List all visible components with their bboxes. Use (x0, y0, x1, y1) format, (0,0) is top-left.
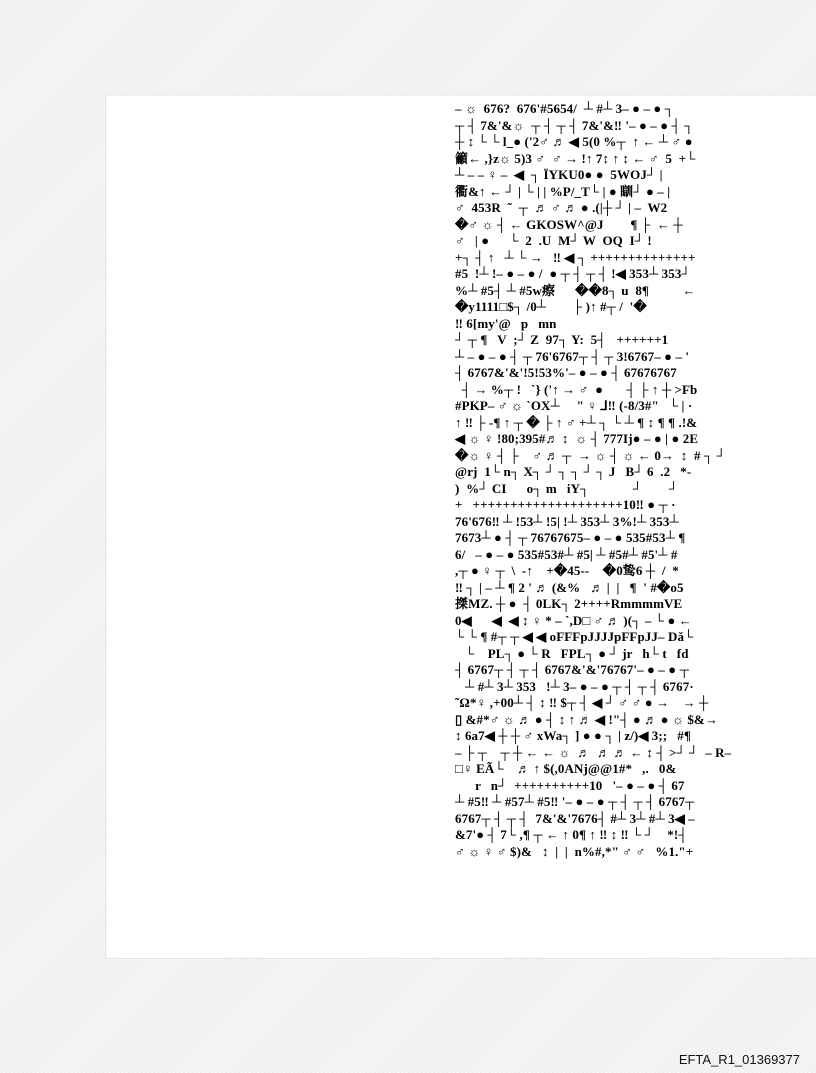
text-line: ┤ 6767&'&'!5!53%'– ● – ● ┤ 67676767 (455, 365, 677, 380)
text-line: &7'● ┤ 7└ ,¶ ┬ ← ↑ 0¶ ↑ ‼ ↕ ‼ └ ┘ *!┤ (455, 827, 688, 842)
text-line: ┴ #┴ 3┴ 353 !┴ 3– ● – ● ┬ ┤ ┬ ┤ 6767· (455, 678, 694, 694)
text-line: └ └ ¶ #┬ ┬ ◀ ◀ oFFFpJJJJpFFpJJ– Dǎ└ (455, 629, 694, 644)
text-line: ◀ ☼ ♀ !80;395#♬ ↕ ☼ ┤ 777Ij● – ● | ● 2E (455, 431, 699, 446)
text-line: 搩MZ. ┼ ● ┤ 0LK┐ 2++++RmmmmVE (455, 596, 683, 611)
text-line: – ├ ┬ ┬ ┼ ← ← ☼ ♬ ♬ ♬ ← ↕ ┤ >┘ ┘ – R– (455, 744, 732, 760)
text-line: 76'676‼ ┴ !53┴ !5| !┴ 353┴ 3%!┴ 353┴ (455, 513, 679, 529)
text-line: ,┬ ● ♀ ┬ \ -↑ +�45-- �0鸷6 ┼ / * (455, 563, 679, 578)
text-line: ) %┘ CI o┐ m iY┐ ┘ ┘ (455, 480, 679, 496)
text-line: ┤ 6767┬ ┤ ┬ ┤ 6767&'&'76767'– ● – ● ┬ (455, 662, 689, 677)
document-id-stamp: EFTA_R1_01369377 (678, 1052, 800, 1067)
text-line: #5 !┴ !– ● – ● / ● ┬ ┤ ┬ ┤ !◀ 353┴ 353┘ (455, 266, 691, 281)
text-line: ♂ | ● └ 2 .U M┘ W OQ I┘ ! (455, 233, 652, 248)
text-line: r n┘ ++++++++++10 '– ● – ● ┤ 67 (455, 777, 685, 793)
text-line: ♂ 453R ˜ ┬ ♬ ♂ ♬ ● .(|┼ ┘ | – W2 (455, 200, 668, 215)
text-line: 6767┬ ┤ ┬ ┤ 7&'&'7676┤ #┴ 3┴ #┴ 3◀ – (455, 810, 695, 826)
text-line: ‼ ┐ | – ┴ ¶ 2 ' ♬ (&% ♬ | | ¶ ' #�o5 (455, 579, 684, 595)
text-line: ┼ ↕ └ └ l_● ('2♂ ♬ ◀ 5(0 %┬ ↑ ← ┴ ♂ ● (455, 134, 693, 149)
text-line: + ++++++++++++++++++++10‼ ● ┬ · (455, 497, 676, 512)
text-line: ┬ ┤ 7&'&☼ ┬ ┤ ┬ ┤ 7&'&‼ '– ● – ● ┤ ┐ (455, 117, 694, 133)
text-line: ˜Ω*♀ ,+00┴ ┤ ↕ ‼ $┬ ┤ ◀ ┘ ♂ ♂ ● → → ┼ (455, 695, 709, 710)
text-line: %┴ #5┤ ┴ #5w瘵 ��8┐ u 8¶ ← (455, 282, 696, 298)
text-line: ┴ #5‼ ┴ #57┴ #5‼ '– ● – ● ┬ ┤ ┬ ┤ 6767┬ (455, 794, 695, 809)
text-line: #PKP– ♂ ☼ `OX┴ " ♀ ⅃‼ (-8/3#" └ | · (455, 398, 693, 413)
text-line: 籲← ,}z☼ 5)3 ♂ ♂ → !↑ 7↕ ↑ ↕ ← ♂ 5 +└ (455, 150, 696, 166)
text-line: 0◀ ◀ ◀ ↕ ♀ * – `,D□ ♂ ♬ )(┐ – └ ● ← (455, 612, 692, 628)
text-line: └ PL┐ ● └ R FPL┐ ● ┘ jr h└ t fd (455, 645, 689, 661)
text-line: 衢&↑ ← ┘ | └ | | %P/_T└ | ● 瞓┘ ● – | (455, 183, 671, 199)
text-line: ♂ ☼ ♀ ♂ $)& ↕ | | n%#,*" ♂ ♂ %1."+ (455, 843, 694, 859)
garbled-text-block (455, 101, 816, 860)
text-line: ┴ – ● – ● ┤ ┬ 76'6767┬ ┤ ┬ 3!6767– ● – ' (455, 348, 690, 364)
text-line: ▯ &#*♂ ☼ ♬ ● ┤ ↕ ↑ ♬ ◀ !"┤ ● ♬ ● ☼ $&→ (455, 711, 718, 727)
text-line: @rj 1└ n┐ X┐ ┘ ┐ ┐ ┘ ┐ J B┘ 6 .2 *- (455, 464, 692, 479)
text-line: ┴ – – ♀ – ◀ ┐ ÏYKU0● ● 5WOJ┘ | (455, 167, 663, 182)
text-line: 7673┴ ● ┤ ┬ 76767675– ● – ● 535#53┴ ¶ (455, 530, 686, 545)
text-line: ↕ 6a7◀ ┼ ┼ ♂ xWa┐ ] ● ● ┐ | z/)◀ 3;; #¶ (455, 728, 692, 743)
text-line: 6/ – ● – ● 535#53#┴ #5| ┴ #5#┴ #5'┴ # (455, 546, 678, 562)
text-line: ‼ 6[my'@ p mn (455, 315, 557, 331)
text-line: �♂ ☼ ┤ ← GKOSW^@J ¶ ├ ← ┼ (455, 216, 683, 232)
text-line: – ☼ 676? 676'#5654/ ┴ #┴ 3– ● – ● ┐ (455, 101, 675, 116)
text-line: ┘ ┬ ¶ V ;┘ Z 97┐ Y: 5┤ ++++++1 (455, 332, 669, 347)
text-line: +┐ ┤ ↑ ┴ └ → ‼ ◀ ┐ ++++++++++++++ (455, 249, 696, 265)
document-page (105, 95, 816, 959)
text-line: ↑ ‼ ├ -¶ ↑ ┬ � ├ ↑ ♂ +┴ ┐ └ ┴ ¶ ↕ ¶ ¶ .!& (455, 414, 698, 430)
text-line: □♀ EÃ└ ♬ ↑ $(,0ANj@@1#* ,. 0& (455, 761, 677, 776)
text-line: ┤ → %┬ ! `} ('↑ → ♂ ● ┤ ├ ↑ ┼ >Fb (455, 381, 698, 397)
text-line: �☼ ♀ ┤ ├ ♂ ♬ ┬ → ☼ ┤ ☼ ← 0→ ↕ # ┐ ┘ (455, 447, 726, 463)
text-line: �y1111□$┐ /0┴ ├ )↑ #┬ / '� (455, 299, 647, 314)
